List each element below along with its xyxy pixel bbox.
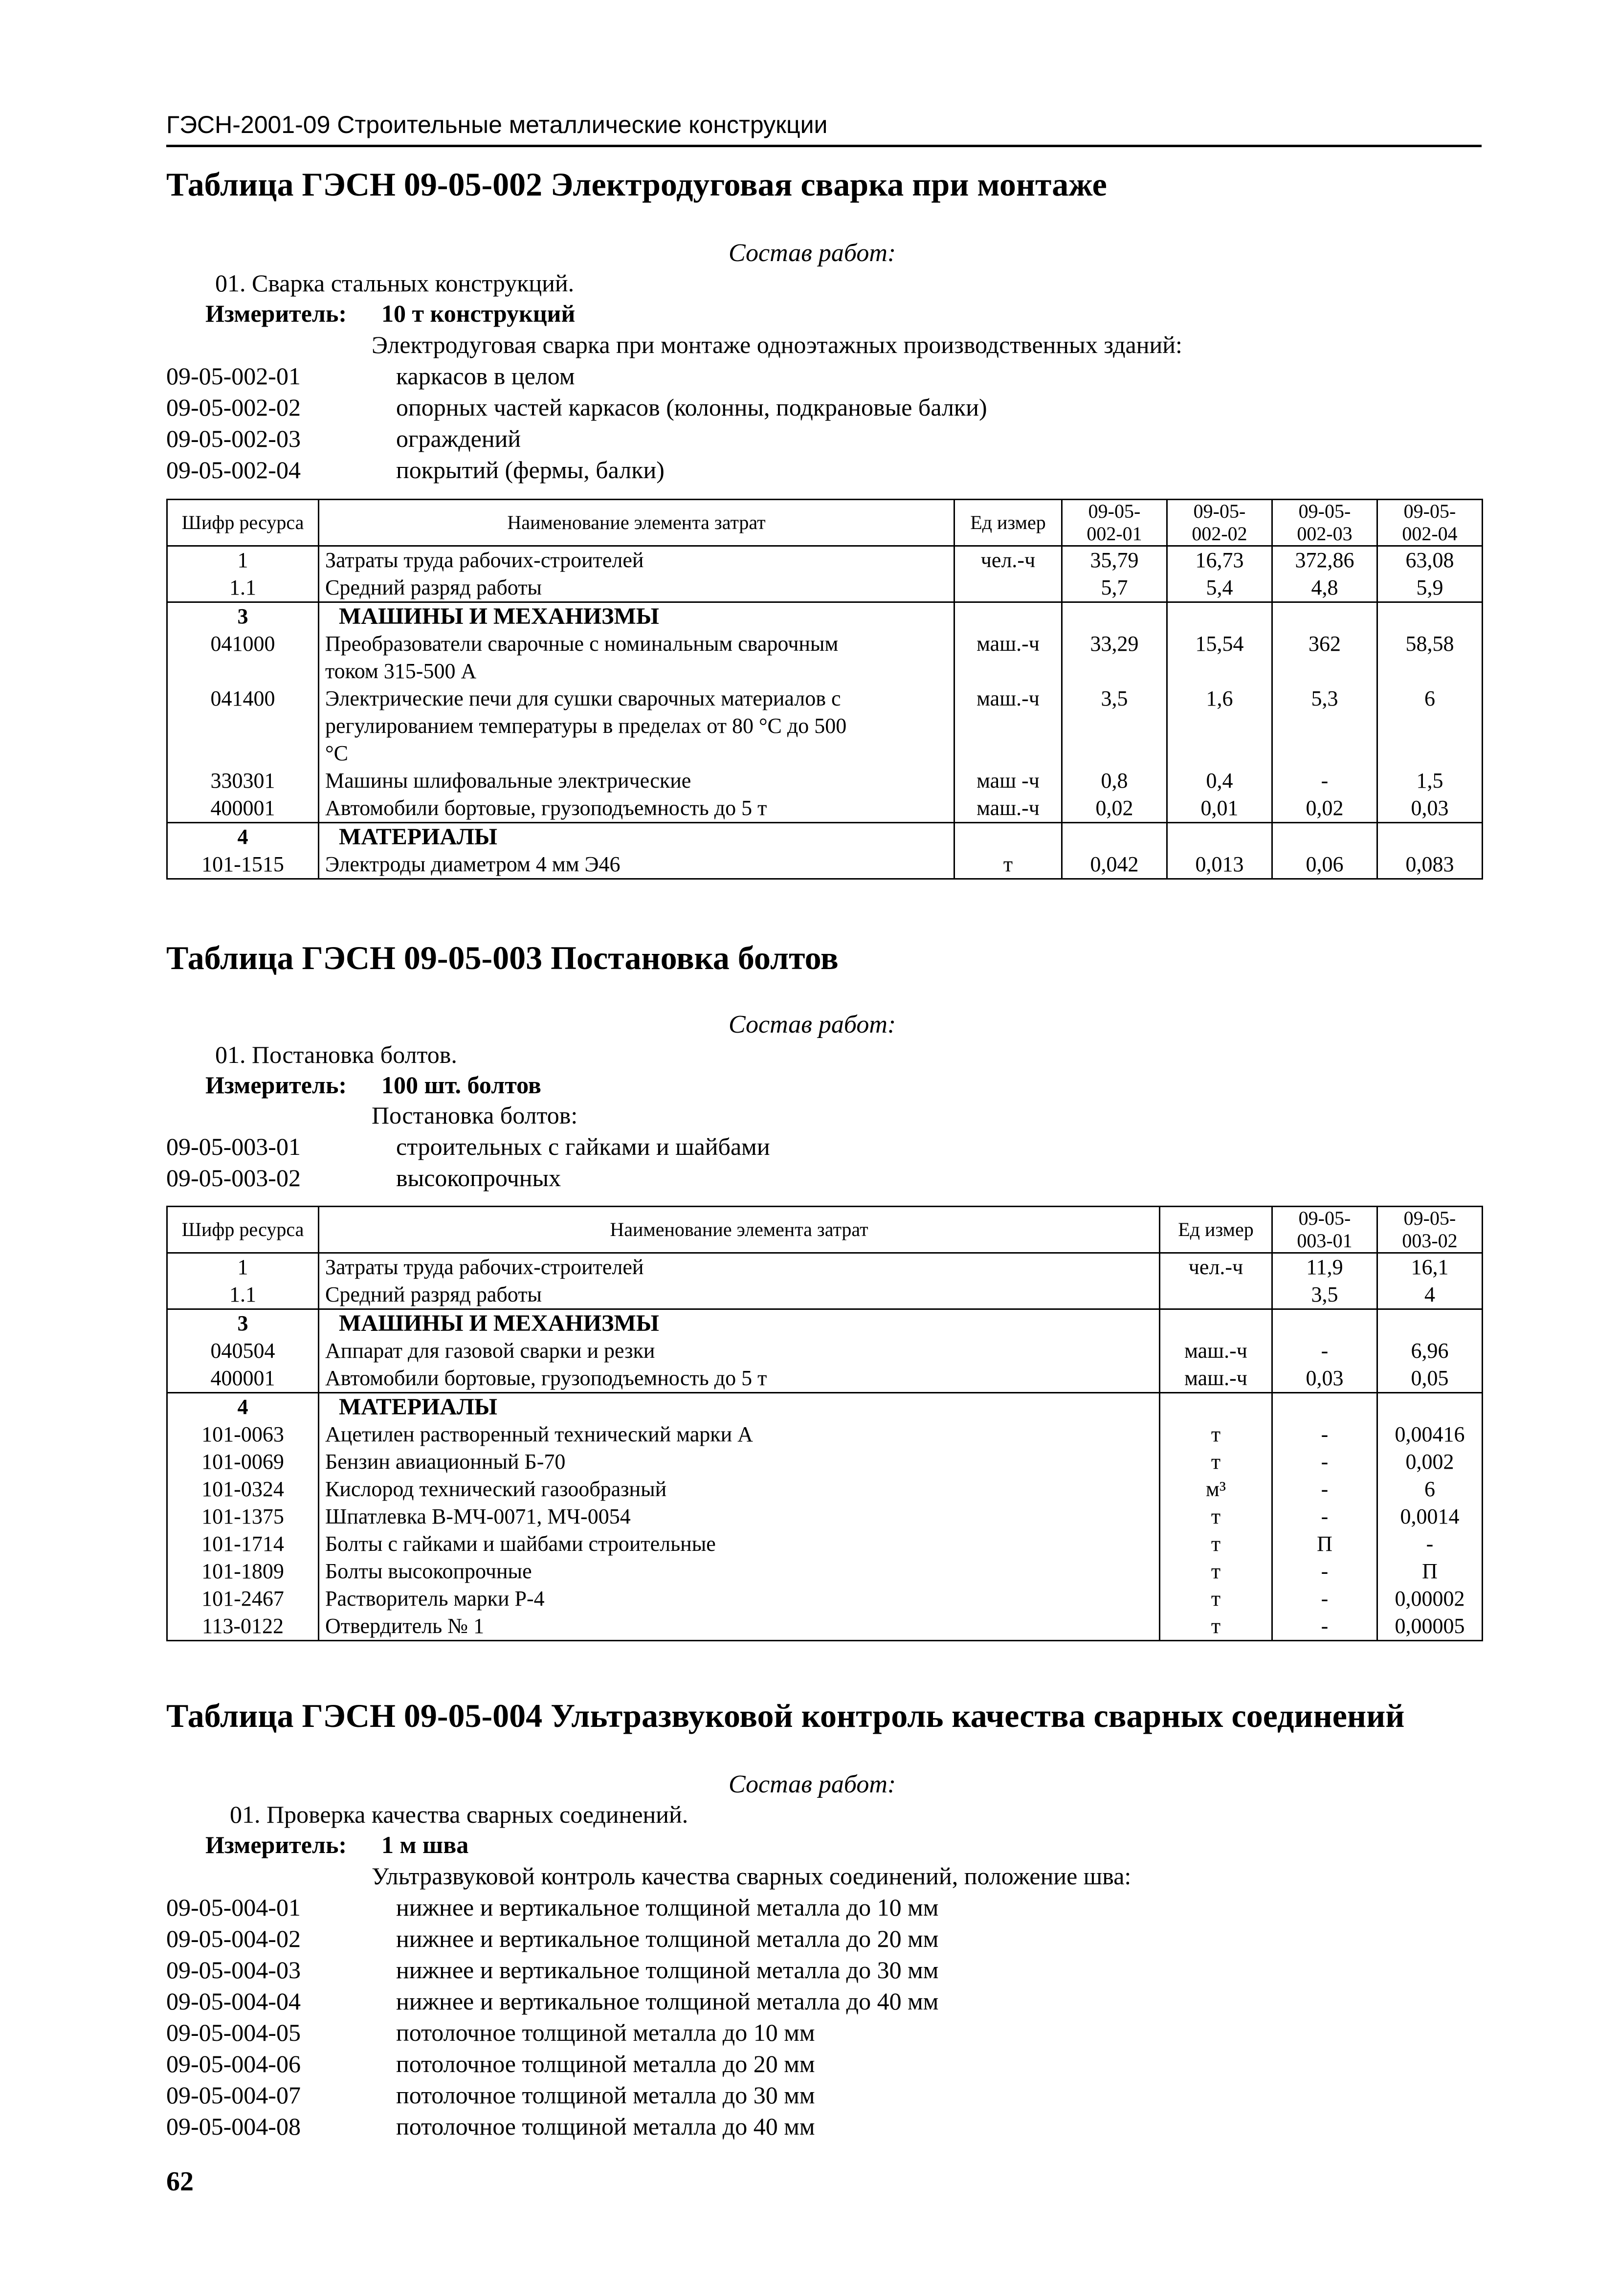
cell-value: 6,96 (1377, 1337, 1483, 1365)
table-section-row (167, 823, 1483, 851)
col-header-name: Наименование элемента затрат (319, 500, 954, 546)
cell-value: 0,083 (1377, 851, 1483, 879)
cell-name-line: Преобразователи сварочные с номинальным сварочным (325, 632, 839, 656)
cell-value: 0,0014 (1377, 1503, 1483, 1530)
item-code: 09-05-002-03 (166, 425, 301, 452)
item-code: 09-05-003-02 (166, 1164, 301, 1192)
cell-value: 0,00005 (1377, 1612, 1483, 1641)
table-row (167, 1448, 1483, 1476)
sostav-label: Состав работ: (729, 1011, 896, 1038)
running-head: ГЭСН-2001-09 Строительные металлические конструкции (166, 111, 828, 138)
cell-unit: т (954, 851, 1062, 879)
item-code: 09-05-004-02 (166, 1925, 301, 1952)
cell-code: 101-1809 (167, 1558, 319, 1585)
cell-value: 0,02 (1062, 795, 1167, 823)
cell-value: П (1272, 1530, 1377, 1558)
cell-code: 1 (167, 546, 319, 574)
cell-name-line: регулированием температуры в пределах от 80 °С до 500 (325, 714, 847, 738)
cell-unit: м³ (1160, 1476, 1272, 1503)
cell-value: 362 (1272, 630, 1377, 685)
table-header-row (167, 1207, 1483, 1253)
item-code: 09-05-004-01 (166, 1894, 301, 1921)
section-title-09-05-003: Таблица ГЭСН 09-05-003 Постановка болтов (166, 939, 839, 976)
item-text: нижнее и вертикальное толщиной металла до 40 мм (396, 1987, 939, 2015)
cell-value: 372,86 (1272, 546, 1377, 574)
item-text: нижнее и вертикальное толщиной металла до 20 мм (396, 1925, 939, 1952)
sostav-label: Состав работ: (729, 1770, 896, 1798)
cell-name: Отвердитель № 1 (319, 1612, 1160, 1641)
cell-value: 5,7 (1062, 574, 1167, 602)
norm-table-09-05-002 (166, 499, 1483, 880)
cell-value: - (1272, 1337, 1377, 1365)
table-row (167, 685, 1483, 767)
cell-value: 63,08 (1377, 546, 1483, 574)
col-header-unit: Ед измер (1160, 1207, 1272, 1253)
cell-value: 0,4 (1167, 767, 1272, 795)
cell-name: Болты с гайками и шайбами строительные (319, 1530, 1160, 1558)
col-header-norm (1272, 500, 1377, 546)
meter-label: Измеритель: (205, 300, 347, 327)
work-composition: 01. Сварка стальных конструкций. (215, 269, 575, 297)
item-row (166, 362, 575, 390)
cell-value: - (1272, 1421, 1377, 1448)
cell-name-line: Электрические печи для сушки сварочных материалов с (325, 686, 841, 710)
cell-name: Машины шлифовальные электрические (319, 767, 954, 795)
col-code-part: 002-01 (1087, 523, 1142, 545)
cell-code: 1 (167, 1253, 319, 1281)
table-header-row (167, 500, 1483, 546)
table-row (167, 1253, 1483, 1281)
cell-unit: маш.-ч (954, 630, 1062, 685)
item-text: потолочное толщиной металла до 20 мм (396, 2050, 815, 2077)
cell-name: Электроды диаметром 4 мм Э46 (319, 851, 954, 879)
cell-name-line: °С (325, 741, 348, 765)
cell-name: Кислород технический газообразный (319, 1476, 1160, 1503)
cell-code: 1.1 (167, 1281, 319, 1309)
col-code-part: 09-05- (1403, 500, 1456, 522)
cell-value: 6 (1377, 685, 1483, 767)
item-row (166, 2018, 815, 2047)
col-code-part: 09-05- (1193, 500, 1246, 522)
cell-name: Затраты труда рабочих-строителей (319, 546, 954, 574)
item-row (166, 393, 987, 421)
cell-code: 101-2467 (167, 1585, 319, 1612)
cell-value: 16,73 (1167, 546, 1272, 574)
cell-unit: маш.-ч (1160, 1365, 1272, 1393)
item-text: опорных частей каркасов (колонны, подкрановые балки) (396, 394, 987, 421)
table-row (167, 767, 1483, 795)
cell-unit: маш.-ч (954, 685, 1062, 767)
table-row (167, 1365, 1483, 1393)
cell-value: 3,5 (1272, 1281, 1377, 1309)
cell-unit: т (1160, 1612, 1272, 1641)
cell-value: 0,00002 (1377, 1585, 1483, 1612)
cell-name: Средний разряд работы (319, 574, 954, 602)
item-code: 09-05-004-05 (166, 2019, 301, 2046)
meter-value: 1 м шва (381, 1831, 469, 1858)
cell-code: 101-0324 (167, 1476, 319, 1503)
cell-value: 3,5 (1062, 685, 1167, 767)
cell-code: 4 (167, 1393, 319, 1421)
table-row (167, 546, 1483, 574)
cell-value: 35,79 (1062, 546, 1167, 574)
cell-unit: т (1160, 1503, 1272, 1530)
cell-value: 6 (1377, 1476, 1483, 1503)
item-text: покрытий (фермы, балки) (396, 456, 665, 484)
cell-name (319, 630, 954, 685)
item-text: каркасов в целом (396, 362, 575, 390)
table-row (167, 851, 1483, 879)
cell-value: 0,8 (1062, 767, 1167, 795)
table-section-row (167, 1393, 1483, 1421)
item-text: нижнее и вертикальное толщиной металла до 10 мм (396, 1894, 939, 1921)
col-code-part: 09-05- (1298, 1207, 1351, 1229)
cell-name: Средний разряд работы (319, 1281, 1160, 1309)
item-row (166, 1956, 938, 1984)
cell-value: 33,29 (1062, 630, 1167, 685)
items-intro: Электродуговая сварка при монтаже одноэтажных производственных зданий: (372, 331, 1182, 358)
cell-unit: маш.-ч (954, 795, 1062, 823)
cell-name (319, 685, 954, 767)
cell-code: 4 (167, 823, 319, 851)
cell-section-title: МАТЕРИАЛЫ (319, 823, 954, 851)
col-header-name: Наименование элемента затрат (319, 1207, 1160, 1253)
cell-name: Бензин авиационный Б-70 (319, 1448, 1160, 1476)
sostav-label: Состав работ: (729, 239, 896, 267)
cell-value: 0,01 (1167, 795, 1272, 823)
table-row (167, 630, 1483, 685)
cell-value: - (1272, 767, 1377, 795)
cell-name: Автомобили бортовые, грузоподъемность до 5 т (319, 1365, 1160, 1393)
cell-name: Затраты труда рабочих-строителей (319, 1253, 1160, 1281)
item-code: 09-05-004-06 (166, 2050, 301, 2077)
cell-value: 5,4 (1167, 574, 1272, 602)
item-row (166, 424, 521, 453)
table-row (167, 1281, 1483, 1309)
cell-unit: т (1160, 1530, 1272, 1558)
cell-value: 0,02 (1272, 795, 1377, 823)
item-row (166, 2050, 815, 2078)
cell-name: Аппарат для газовой сварки и резки (319, 1337, 1160, 1365)
cell-value: 5,3 (1272, 685, 1377, 767)
table-row (167, 1421, 1483, 1448)
col-header-norm (1062, 500, 1167, 546)
col-code-part: 002-03 (1297, 523, 1353, 545)
cell-code: 3 (167, 1309, 319, 1338)
item-text: ограждений (396, 425, 521, 452)
item-row (166, 1132, 770, 1161)
cell-unit: маш -ч (954, 767, 1062, 795)
cell-unit: т (1160, 1448, 1272, 1476)
cell-name: Болты высокопрочные (319, 1558, 1160, 1585)
item-row (166, 1924, 938, 1953)
col-code-part: 09-05- (1298, 500, 1351, 522)
cell-value: 0,05 (1377, 1365, 1483, 1393)
cell-unit (1160, 1281, 1272, 1309)
item-text: высокопрочных (396, 1164, 561, 1192)
item-code: 09-05-004-03 (166, 1956, 301, 1984)
table-section-row (167, 602, 1483, 631)
cell-section-title: МАШИНЫ И МЕХАНИЗМЫ (319, 602, 954, 631)
cell-value: П (1377, 1558, 1483, 1585)
item-code: 09-05-002-02 (166, 394, 301, 421)
item-text: нижнее и вертикальное толщиной металла до 30 мм (396, 1956, 939, 1984)
cell-code: 041000 (167, 630, 319, 685)
cell-value: 15,54 (1167, 630, 1272, 685)
meter-value: 10 т конструкций (381, 300, 576, 327)
table-row (167, 1337, 1483, 1365)
cell-code: 3 (167, 602, 319, 631)
cell-value: 5,9 (1377, 574, 1483, 602)
table-row (167, 1585, 1483, 1612)
cell-unit: чел.-ч (1160, 1253, 1272, 1281)
meter-label: Измеритель: (205, 1071, 347, 1099)
cell-code: 1.1 (167, 574, 319, 602)
item-code: 09-05-004-04 (166, 1987, 301, 2015)
item-code: 09-05-004-07 (166, 2081, 301, 2109)
cell-unit: чел.-ч (954, 546, 1062, 574)
table-row (167, 795, 1483, 823)
cell-value: 0,00416 (1377, 1421, 1483, 1448)
col-code-part: 09-05- (1088, 500, 1141, 522)
item-row (166, 1164, 561, 1192)
norm-table-09-05-003 (166, 1206, 1483, 1641)
item-row (166, 456, 665, 484)
cell-value: - (1272, 1585, 1377, 1612)
cell-name: Растворитель марки Р-4 (319, 1585, 1160, 1612)
cell-value: 0,06 (1272, 851, 1377, 879)
work-composition: 01. Проверка качества сварных соединений. (230, 1801, 688, 1828)
cell-code: 101-0069 (167, 1448, 319, 1476)
cell-value: - (1272, 1448, 1377, 1476)
cell-value: 58,58 (1377, 630, 1483, 685)
col-code-part: 09-05- (1403, 1207, 1456, 1229)
cell-value: 0,002 (1377, 1448, 1483, 1476)
table-row (167, 1503, 1483, 1530)
col-header-norm (1167, 500, 1272, 546)
col-code-part: 003-02 (1402, 1230, 1458, 1252)
cell-code: 101-1375 (167, 1503, 319, 1530)
cell-value: - (1377, 1530, 1483, 1558)
item-text: строительных с гайками и шайбами (396, 1133, 770, 1160)
cell-code: 101-0063 (167, 1421, 319, 1448)
item-text: потолочное толщиной металла до 30 мм (396, 2081, 815, 2109)
table-row (167, 1476, 1483, 1503)
cell-name: Шпатлевка В-МЧ-0071, МЧ-0054 (319, 1503, 1160, 1530)
meter-value: 100 шт. болтов (381, 1071, 541, 1099)
cell-unit: маш.-ч (1160, 1337, 1272, 1365)
table-row (167, 574, 1483, 602)
cell-value: 4,8 (1272, 574, 1377, 602)
cell-unit: т (1160, 1421, 1272, 1448)
cell-code: 400001 (167, 1365, 319, 1393)
col-header-code: Шифр ресурса (167, 500, 319, 546)
cell-value: 4 (1377, 1281, 1483, 1309)
table-row (167, 1612, 1483, 1641)
section-title-09-05-002: Таблица ГЭСН 09-05-002 Электродуговая сварка при монтаже (166, 166, 1107, 203)
cell-unit (954, 574, 1062, 602)
col-header-norm (1377, 1207, 1483, 1253)
table-row (167, 1558, 1483, 1585)
cell-code: 330301 (167, 767, 319, 795)
item-row (166, 1987, 938, 2015)
cell-value: 16,1 (1377, 1253, 1483, 1281)
col-header-unit: Ед измер (954, 500, 1062, 546)
cell-value: 11,9 (1272, 1253, 1377, 1281)
item-code: 09-05-004-08 (166, 2113, 301, 2140)
cell-code: 041400 (167, 685, 319, 767)
cell-value: 0,013 (1167, 851, 1272, 879)
cell-code: 040504 (167, 1337, 319, 1365)
cell-section-title: МАТЕРИАЛЫ (319, 1393, 1160, 1421)
item-text: потолочное толщиной металла до 40 мм (396, 2113, 815, 2140)
cell-value: 0,03 (1377, 795, 1483, 823)
item-text: потолочное толщиной металла до 10 мм (396, 2019, 815, 2046)
cell-name: Автомобили бортовые, грузоподъемность до 5 т (319, 795, 954, 823)
header-rule (166, 145, 1482, 147)
item-code: 09-05-003-01 (166, 1133, 301, 1160)
cell-value: 1,6 (1167, 685, 1272, 767)
cell-code: 400001 (167, 795, 319, 823)
cell-name-line: током 315-500 А (325, 659, 477, 683)
cell-value: - (1272, 1558, 1377, 1585)
item-row (166, 1893, 938, 1921)
cell-section-title: МАШИНЫ И МЕХАНИЗМЫ (319, 1309, 1160, 1338)
page-number: 62 (166, 2166, 194, 2197)
table-section-row (167, 1309, 1483, 1338)
cell-value: - (1272, 1476, 1377, 1503)
col-code-part: 003-01 (1297, 1230, 1353, 1252)
items-intro: Постановка болтов: (372, 1102, 578, 1129)
col-header-norm (1377, 500, 1483, 546)
cell-unit: т (1160, 1558, 1272, 1585)
cell-value: 0,042 (1062, 851, 1167, 879)
item-code: 09-05-002-01 (166, 362, 301, 390)
col-code-part: 002-02 (1192, 523, 1247, 545)
cell-code: 113-0122 (167, 1612, 319, 1641)
cell-value: - (1272, 1612, 1377, 1641)
cell-value: 1,5 (1377, 767, 1483, 795)
item-code: 09-05-002-04 (166, 456, 301, 484)
cell-code: 101-1714 (167, 1530, 319, 1558)
col-header-code: Шифр ресурса (167, 1207, 319, 1253)
cell-code: 101-1515 (167, 851, 319, 879)
item-row (166, 2081, 815, 2109)
table-row (167, 1530, 1483, 1558)
col-code-part: 002-04 (1402, 523, 1458, 545)
items-intro: Ультразвуковой контроль качества сварных соединений, положение шва: (372, 1862, 1131, 1890)
section-title-09-05-004: Таблица ГЭСН 09-05-004 Ультразвуковой контроль качества сварных соединений (166, 1697, 1405, 1734)
cell-unit: т (1160, 1585, 1272, 1612)
cell-value: - (1272, 1503, 1377, 1530)
work-composition: 01. Постановка болтов. (215, 1041, 457, 1068)
cell-value: 0,03 (1272, 1365, 1377, 1393)
cell-name: Ацетилен растворенный технический марки А (319, 1421, 1160, 1448)
item-row (166, 2112, 815, 2141)
col-header-norm (1272, 1207, 1377, 1253)
meter-label: Измеритель: (205, 1831, 347, 1858)
